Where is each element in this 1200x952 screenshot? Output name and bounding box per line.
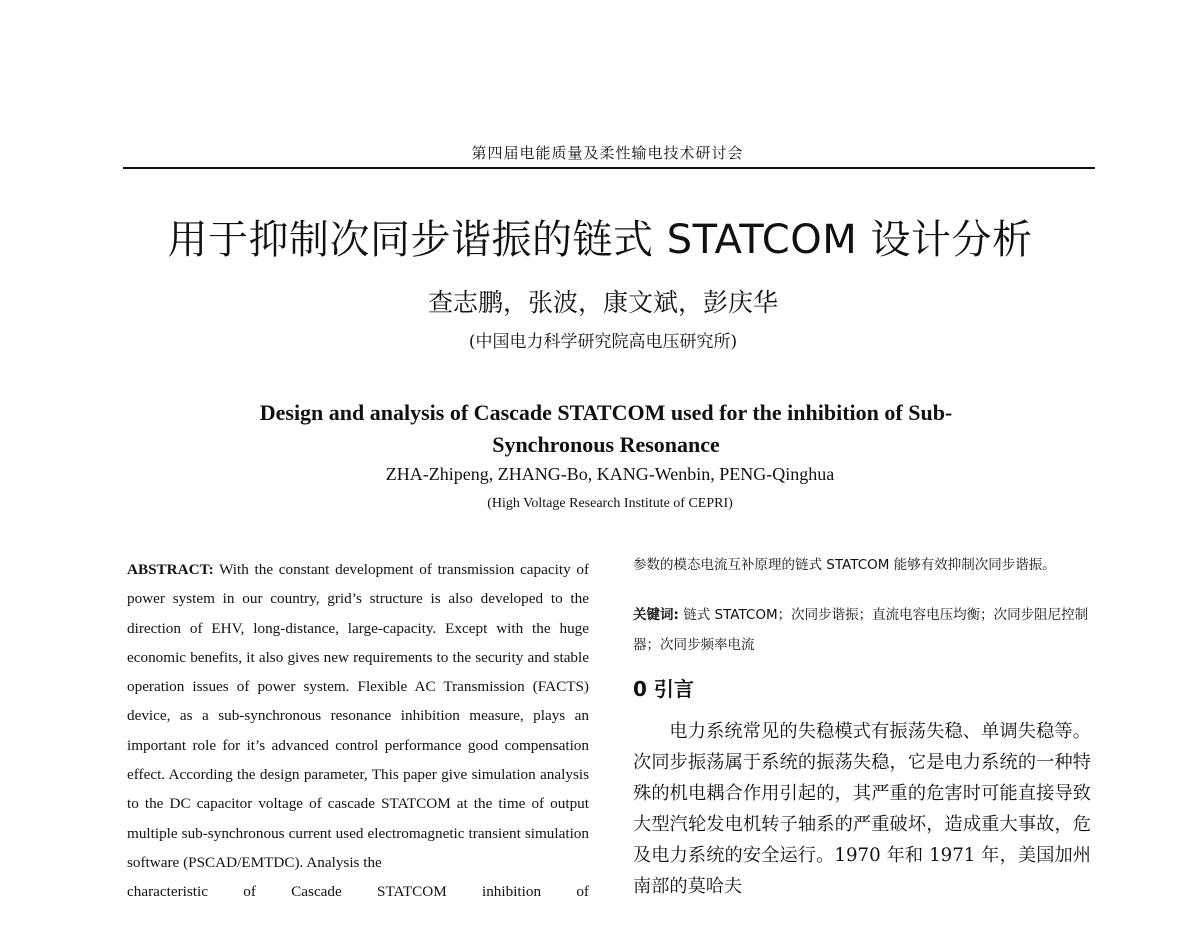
chinese-affiliation: (中国电力科学研究院高电压研究所): [468, 332, 738, 352]
english-title: Design and analysis of Cascade STATCOM used for the inhibition of Sub-Synchronous Resonance: [259, 400, 953, 457]
keywords-label: 关键词:: [633, 607, 679, 623]
abstract: [127, 555, 589, 907]
header-rule: [123, 167, 1095, 169]
chinese-abstract-continuation: 参数的模态电流互补原理的链式 STATCOM 能够有效抑制次同步谐振。: [633, 557, 1056, 573]
chinese-authors: 查志鹏，张波，康文斌，彭庆华: [427, 288, 778, 317]
abstract-last-line: characteristic of Cascade STATCOM inhibition of: [127, 883, 589, 901]
introduction-paragraph: 电力系统常见的失稳模式有振荡失稳、单调失稳等。次同步振荡属于系统的振荡失稳，它是电力系统的一种特殊的机电耦合作用引起的，其严重的危害时可能直接导致大型汽轮发电机转子轴系的严重破坏，造成重大事故，危及电力系统的安全运行。1970 年和 1971 年，美国加州南部的莫哈夫: [633, 721, 1091, 897]
keywords-text: 链式 STATCOM；次同步谐振；直流电容电压均衡；次同步阻尼控制器；次同步频率电流: [633, 607, 1089, 653]
english-authors: ZHA-Zhipeng, ZHANG-Bo, KANG-Wenbin, PENG-Qinghua: [385, 464, 835, 484]
section-heading-introduction: 0 引言: [633, 677, 694, 701]
abstract-label: ABSTRACT:: [127, 561, 214, 578]
right-column: [633, 550, 1091, 902]
running-head: 第四届电能质量及柔性输电技术研讨会: [471, 144, 744, 162]
english-affiliation: (High Voltage Research Institute of CEPRI): [487, 496, 733, 511]
keywords: [633, 600, 1091, 660]
abstract-text: With the constant development of transmission capacity of power system in our country, grid’s structure is also developed to the direction of EHV, long-distance, large-capacity. Except with the huge economic benefits, it also gives new requirements to the security and stable operation issues of power system. Flexible AC Transmission (FACTS) device, as a sub-synchronous resonance inhibition measure, plays an important role for it’s advanced control performance good compensation effect. According the design parameter, This paper give simulation analysis to the DC capacitor voltage of cascade STATCOM at the time of output multiple sub-synchronous current used electromagnetic transient simulation software (PSCAD/EMTDC). Analysis the: [127, 561, 590, 871]
chinese-title: 用于抑制次同步谐振的链式 STATCOM 设计分析: [167, 217, 1033, 263]
